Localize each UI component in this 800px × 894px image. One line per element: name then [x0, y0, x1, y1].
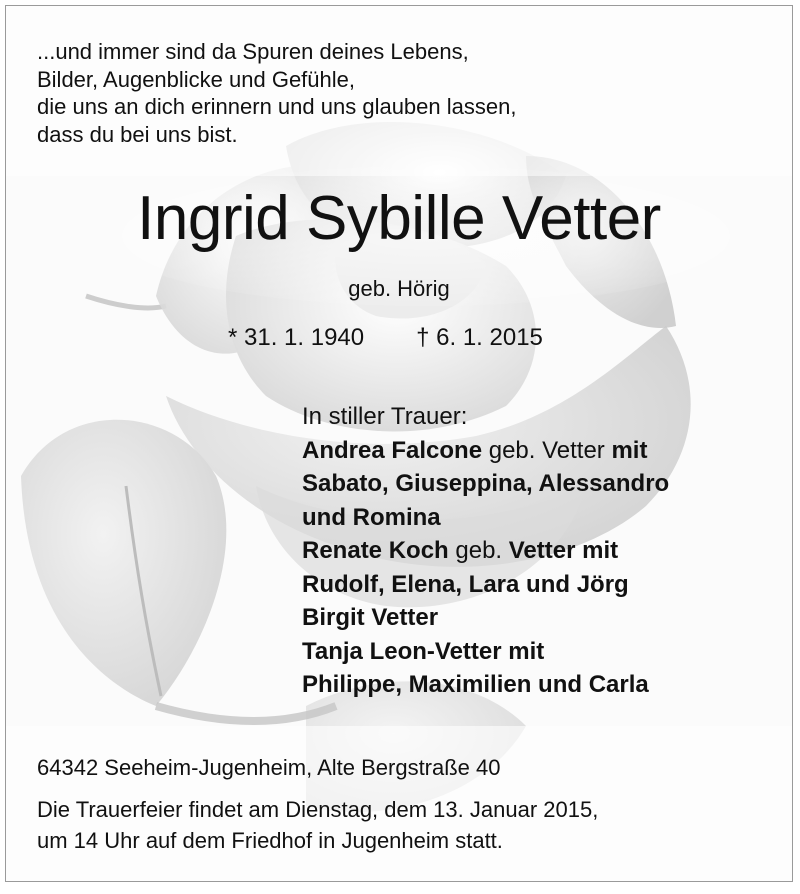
life-dates: [228, 324, 543, 352]
service-line: um 14 Uhr auf dem Friedhof in Jugenheim statt.: [37, 828, 503, 853]
mourner-with: mit: [611, 436, 648, 464]
mourner-name: Andrea Falcone: [302, 436, 483, 464]
verse-line: die uns an dich erinnern und uns glauben lassen,: [37, 94, 517, 119]
obituary-notice: [5, 5, 793, 882]
funeral-service-info: [37, 794, 598, 856]
mourner-with: Vetter mit: [508, 537, 619, 564]
mourner-line: [302, 434, 669, 468]
mourner-line: Tanja Leon-Vetter mit: [302, 637, 545, 665]
mourner-line: und Romina: [302, 503, 441, 531]
death-date: † 6. 1. 2015: [416, 324, 543, 351]
verse-line: ...und immer sind da Spuren deines Lebens,: [37, 39, 469, 64]
family-address: 64342 Seeheim-Jugenheim, Alte Bergstraße 40: [37, 755, 501, 780]
mourner-line: Sabato, Giuseppina, Alessandro: [302, 470, 670, 497]
mourner-line: [302, 534, 669, 568]
mourner-line: Rudolf, Elena, Lara und Jörg: [302, 570, 629, 598]
mourners-list: [302, 400, 669, 702]
mourner-line: Birgit Vetter: [302, 604, 439, 631]
service-line: Die Trauerfeier findet am Dienstag, dem 13. Januar 2015,: [37, 797, 599, 822]
memorial-verse: [37, 38, 516, 148]
mourner-line: Philippe, Maximilien und Carla: [302, 671, 649, 698]
mourning-intro: In stiller Trauer:: [302, 403, 468, 430]
mourner-maiden: geb.: [448, 537, 509, 564]
verse-line: Bilder, Augenblicke und Gefühle,: [37, 66, 356, 92]
birth-date: * 31. 1. 1940: [228, 324, 365, 351]
verse-line: dass du bei uns bist.: [37, 121, 238, 147]
mourner-name: Renate Koch: [302, 537, 449, 564]
mourner-maiden: geb. Vetter: [482, 436, 612, 464]
deceased-name: Ingrid Sybille Vetter: [137, 184, 661, 253]
maiden-name: geb. Hörig: [348, 276, 450, 301]
